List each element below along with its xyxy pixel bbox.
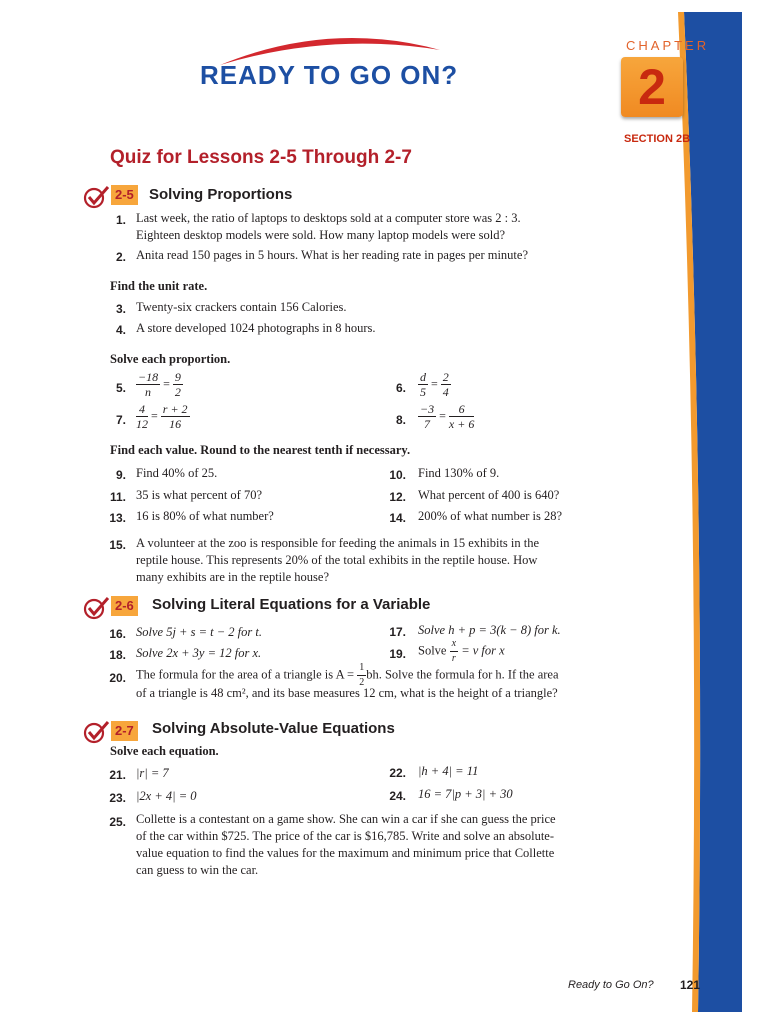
problem-number: 23. [109,791,126,805]
problem-text: Solve 2x + 3y = 12 for x. [136,646,262,660]
denominator: 4 [442,385,449,399]
problem-number: 1. [115,213,126,227]
problem-text: 16 is 80% of what number? [136,509,274,523]
problem-text: Solve [418,643,447,658]
problem-number: 15. [109,538,126,552]
denominator: 5 [420,385,426,399]
problem-number: 12. [389,490,406,504]
check-circle-icon [82,720,110,744]
problem-text: many exhibits are in the reptile house? [136,570,329,584]
problem-text: Twenty-six crackers contain 156 Calories. [136,300,347,314]
problem-text: = v for x [461,643,505,658]
problem-number: 24. [389,789,406,803]
proportion-7: $\frac{4}{12}$ = $\frac{r + 2}{16}$ [136,402,188,431]
problem-text: |2x + 4| = 0 [136,789,197,803]
denominator: 2 [174,385,181,399]
problem-text: can guess to win the car. [136,863,259,877]
chapter-number: 2 [638,59,666,115]
proportion-8: $\frac{-3}{7}$ = $\frac{6}{x + 6}$ [420,402,475,431]
problem-number: 19. [389,647,406,661]
numerator: r + 2 [162,402,188,416]
page-edge-band [676,12,742,1012]
chapter-tab [621,57,683,117]
problem-number: 13. [109,511,126,525]
numerator: 9 [174,370,181,384]
problem-number: 8. [395,413,406,427]
instructions: Find the unit rate. [110,279,208,293]
problem-number: 5. [115,381,126,395]
numerator: 1 [357,661,366,676]
problem-text: Find 130% of 9. [418,466,500,480]
problem-number: 11. [109,490,126,504]
problem-text: Eighteen desktop models were sold. How many laptop models were sold? [136,228,506,242]
quiz-title: Quiz for Lessons 2-5 Through 2-7 [110,147,412,168]
problem-text: Find 40% of 25. [136,466,218,480]
denominator: r [451,653,456,664]
proportion-5: $\frac{-18}{n}$ = $\frac{9}{2}$ [138,370,181,399]
numerator: 4 [136,402,148,417]
problem-text: |r| = 7 [136,766,169,780]
denominator: 16 [169,417,182,431]
footer-label: Ready to Go On? [568,979,654,991]
chapter-label: CHAPTER [626,38,710,53]
numerator: −3 [420,402,435,416]
problem-number: 18. [109,648,126,662]
problem-text: Last week, the ratio of laptops to desktops sold at a computer store was 2 : 3. [136,211,521,225]
problem-number: 20. [109,671,126,685]
problem-number: 21. [109,768,126,782]
proportion-6: $\frac{d}{5}$ = $\frac{2}{4}$ [420,370,449,399]
problem-text: A store developed 1024 photographs in 8 hours. [136,321,376,335]
problem-text: What percent of 400 is 640? [418,488,560,502]
problem-number: 9. [115,468,126,482]
problem-number: 22. [389,766,406,780]
problem-number: 25. [109,815,126,829]
instructions: Solve each proportion. [110,352,231,366]
problem-number: 14. [389,511,406,525]
lesson-title-2-5: Solving Proportions [149,186,293,203]
problem-number: 7. [115,413,126,427]
instructions: Find each value. Round to the nearest tenth if necessary. [110,443,411,457]
lesson-title-2-6: Solving Literal Equations for a Variable [152,596,431,613]
problem-text: A volunteer at the zoo is responsible for feeding the animals in 15 exhibits in the [136,536,540,550]
problem-text: Solve h + p = 3(k − 8) for k. [418,623,561,637]
numerator: −18 [138,370,159,384]
problem-text: of the car within $725. The price of the car is $16,785. Write and solve an absolute- [136,829,555,843]
page-number: 121 [680,978,701,992]
instructions: Solve each equation. [110,744,219,758]
problem-number: 2. [115,250,126,264]
problem-text: of a triangle is 48 cm², and its base measures 12 cm, what is the height of a triangle? [136,686,558,700]
problem-text: value equation to find the values for the maximum and minimum price that Collette [136,846,555,860]
problem-text: Solve 5j + s = t − 2 for t. [136,625,262,639]
denominator: x + 6 [448,417,475,431]
problem-number: 4. [115,323,126,337]
check-circle-icon [82,185,110,209]
problem-number: 17. [389,625,406,639]
numerator: d [420,370,426,384]
problem-text: 16 = 7|p + 3| + 30 [418,787,513,801]
lesson-badge-2-7: 2-7 [111,721,138,741]
numerator: x [450,637,458,652]
lesson-badge-2-6: 2-6 [111,596,138,616]
problem-number: 10. [389,468,406,482]
page-title: READY TO GO ON? [200,60,459,90]
problem-text: 200% of what number is 28? [418,509,563,523]
problem-text: The formula for the area of a triangle is A = [136,667,355,682]
problem-text: Anita read 150 pages in 5 hours. What is her reading rate in pages per minute? [136,248,529,262]
denominator: 2 [359,677,365,688]
problem-text: bh. Solve the formula for h. If the area [366,667,559,682]
denominator: 12 [136,417,148,431]
section-label: SECTION 2B [624,133,691,145]
problem-number: 3. [115,302,126,316]
numerator: 6 [449,402,474,417]
check-circle-icon [82,596,110,620]
problem-text: reptile house. This represents 20% of the total exhibits in the reptile house. How [136,553,538,567]
problem-number: 16. [109,627,126,641]
lesson-title-2-7: Solving Absolute-Value Equations [152,720,395,737]
problem-text: 35 is what percent of 70? [136,488,263,502]
lesson-badge-2-5: 2-5 [111,185,138,205]
denominator: n [145,385,152,399]
numerator: 2 [442,370,449,384]
problem-number: 6. [395,381,406,395]
problem-text: Collette is a contestant on a game show. She can win a car if she can guess the price [136,812,556,826]
problem-text: |h + 4| = 11 [418,764,479,778]
denominator: 7 [424,417,431,431]
